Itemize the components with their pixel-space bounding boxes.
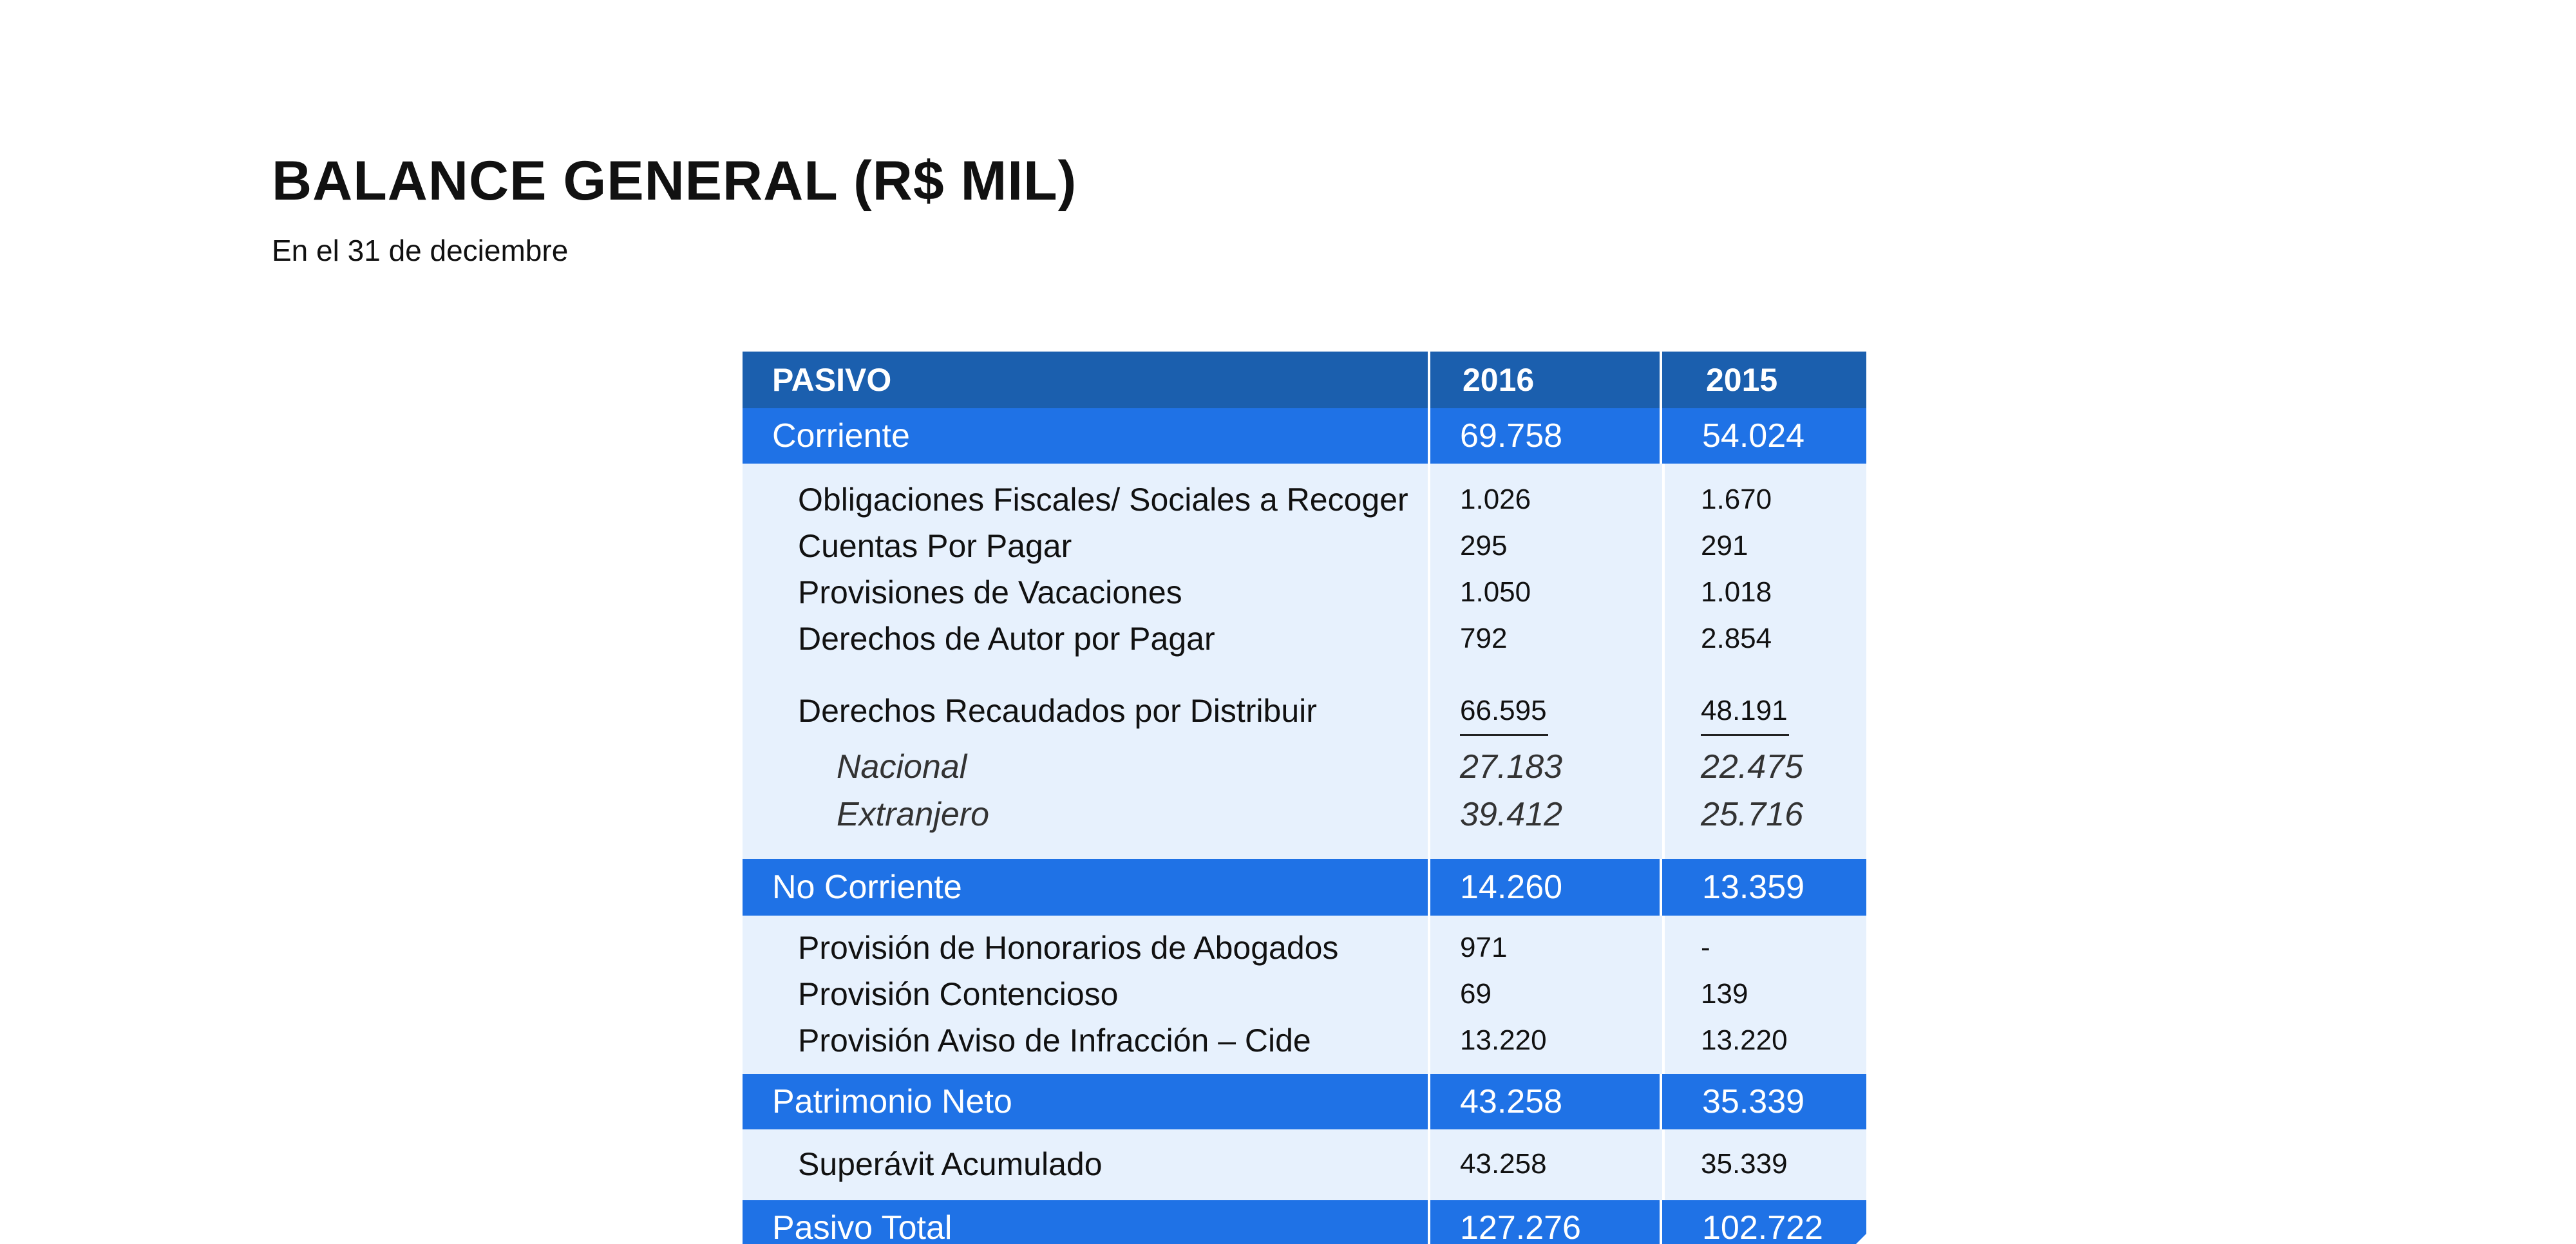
no-corriente-body [743, 916, 1866, 1074]
corriente-body [743, 464, 1866, 859]
row-value-2016: 1.026 [1460, 484, 1531, 515]
sub-row-value-2016: 27.183 [1460, 748, 1563, 786]
section-value-2016: 14.260 [1428, 859, 1660, 916]
row-value-2016: 69 [1460, 978, 1492, 1010]
row-value-2015: 13.220 [1701, 1024, 1788, 1056]
header-col-2015: 2015 [1660, 352, 1866, 408]
table-row [743, 616, 1866, 662]
row-value-2016: 66.595 [1460, 695, 1547, 726]
row-value-2015: 139 [1701, 978, 1748, 1010]
row-value-2016: 13.220 [1460, 1024, 1547, 1056]
table-row [743, 688, 1866, 734]
table-row [743, 925, 1866, 971]
section-value-2016: 69.758 [1428, 408, 1660, 464]
row-label: Obligaciones Fiscales/ Sociales a Recoger [798, 482, 1408, 518]
section-label: Corriente [772, 417, 910, 455]
patrimonio-body [743, 1129, 1866, 1200]
table-row [743, 971, 1866, 1017]
section-row-no-corriente [743, 859, 1866, 916]
sub-row-value-2015: 22.475 [1701, 748, 1804, 786]
table-header-row [743, 352, 1866, 408]
page-title: BALANCE GENERAL (R$ MIL) [272, 150, 1077, 212]
section-value-2015: 35.339 [1660, 1074, 1866, 1129]
row-label: Cuentas Por Pagar [798, 528, 1072, 564]
row-value-2015: 35.339 [1701, 1148, 1788, 1180]
total-label: Pasivo Total [772, 1209, 952, 1244]
total-row [743, 1200, 1866, 1244]
sub-row-value-2015: 25.716 [1701, 796, 1804, 833]
table-row [743, 476, 1866, 523]
row-label: Provisión Contencioso [798, 976, 1119, 1012]
table-row [743, 569, 1866, 616]
row-value-2015: 1.018 [1701, 576, 1772, 608]
table-row [743, 523, 1866, 569]
sub-row-value-2016: 39.412 [1460, 796, 1563, 833]
section-value-2015: 13.359 [1660, 859, 1866, 916]
row-value-2016: 971 [1460, 932, 1508, 963]
page-subtitle: En el 31 de deciembre [272, 234, 569, 267]
sub-row-label: Extranjero [837, 796, 989, 833]
section-row-corriente [743, 408, 1866, 464]
row-label: Superávit Acumulado [798, 1146, 1103, 1182]
section-label: Patrimonio Neto [772, 1083, 1012, 1120]
row-value-2016: 792 [1460, 623, 1508, 654]
row-value-2015: 291 [1701, 530, 1748, 561]
row-label: Derechos Recaudados por Distribuir [798, 693, 1317, 729]
corner-cut-decoration [1844, 1234, 1866, 1244]
row-label: Provisión de Honorarios de Abogados [798, 930, 1339, 966]
table-row [743, 1141, 1866, 1187]
total-value-2015: 102.722 [1660, 1200, 1866, 1244]
row-value-2015: 1.670 [1701, 484, 1772, 515]
section-value-2015: 54.024 [1660, 408, 1866, 464]
row-value-2016: 295 [1460, 530, 1508, 561]
row-value-2016: 1.050 [1460, 576, 1531, 608]
row-value-2015: 2.854 [1701, 623, 1772, 654]
balance-table [743, 352, 1866, 1244]
section-label: No Corriente [772, 869, 962, 906]
total-value-2016: 127.276 [1428, 1200, 1660, 1244]
header-col-2016: 2016 [1428, 352, 1660, 408]
section-row-patrimonio-neto [743, 1074, 1866, 1129]
section-value-2016: 43.258 [1428, 1074, 1660, 1129]
row-label: Derechos de Autor por Pagar [798, 621, 1215, 657]
row-value-2016: 43.258 [1460, 1148, 1547, 1180]
header-label: PASIVO [772, 362, 892, 398]
table-row [743, 1017, 1866, 1064]
sub-row [743, 743, 1866, 791]
sub-row [743, 791, 1866, 838]
row-value-2015: - [1701, 932, 1710, 963]
row-label: Provisiones de Vacaciones [798, 574, 1182, 610]
sub-row-label: Nacional [837, 748, 967, 786]
row-label: Provisión Aviso de Infracción – Cide [798, 1023, 1311, 1059]
row-value-2015: 48.191 [1701, 695, 1788, 726]
